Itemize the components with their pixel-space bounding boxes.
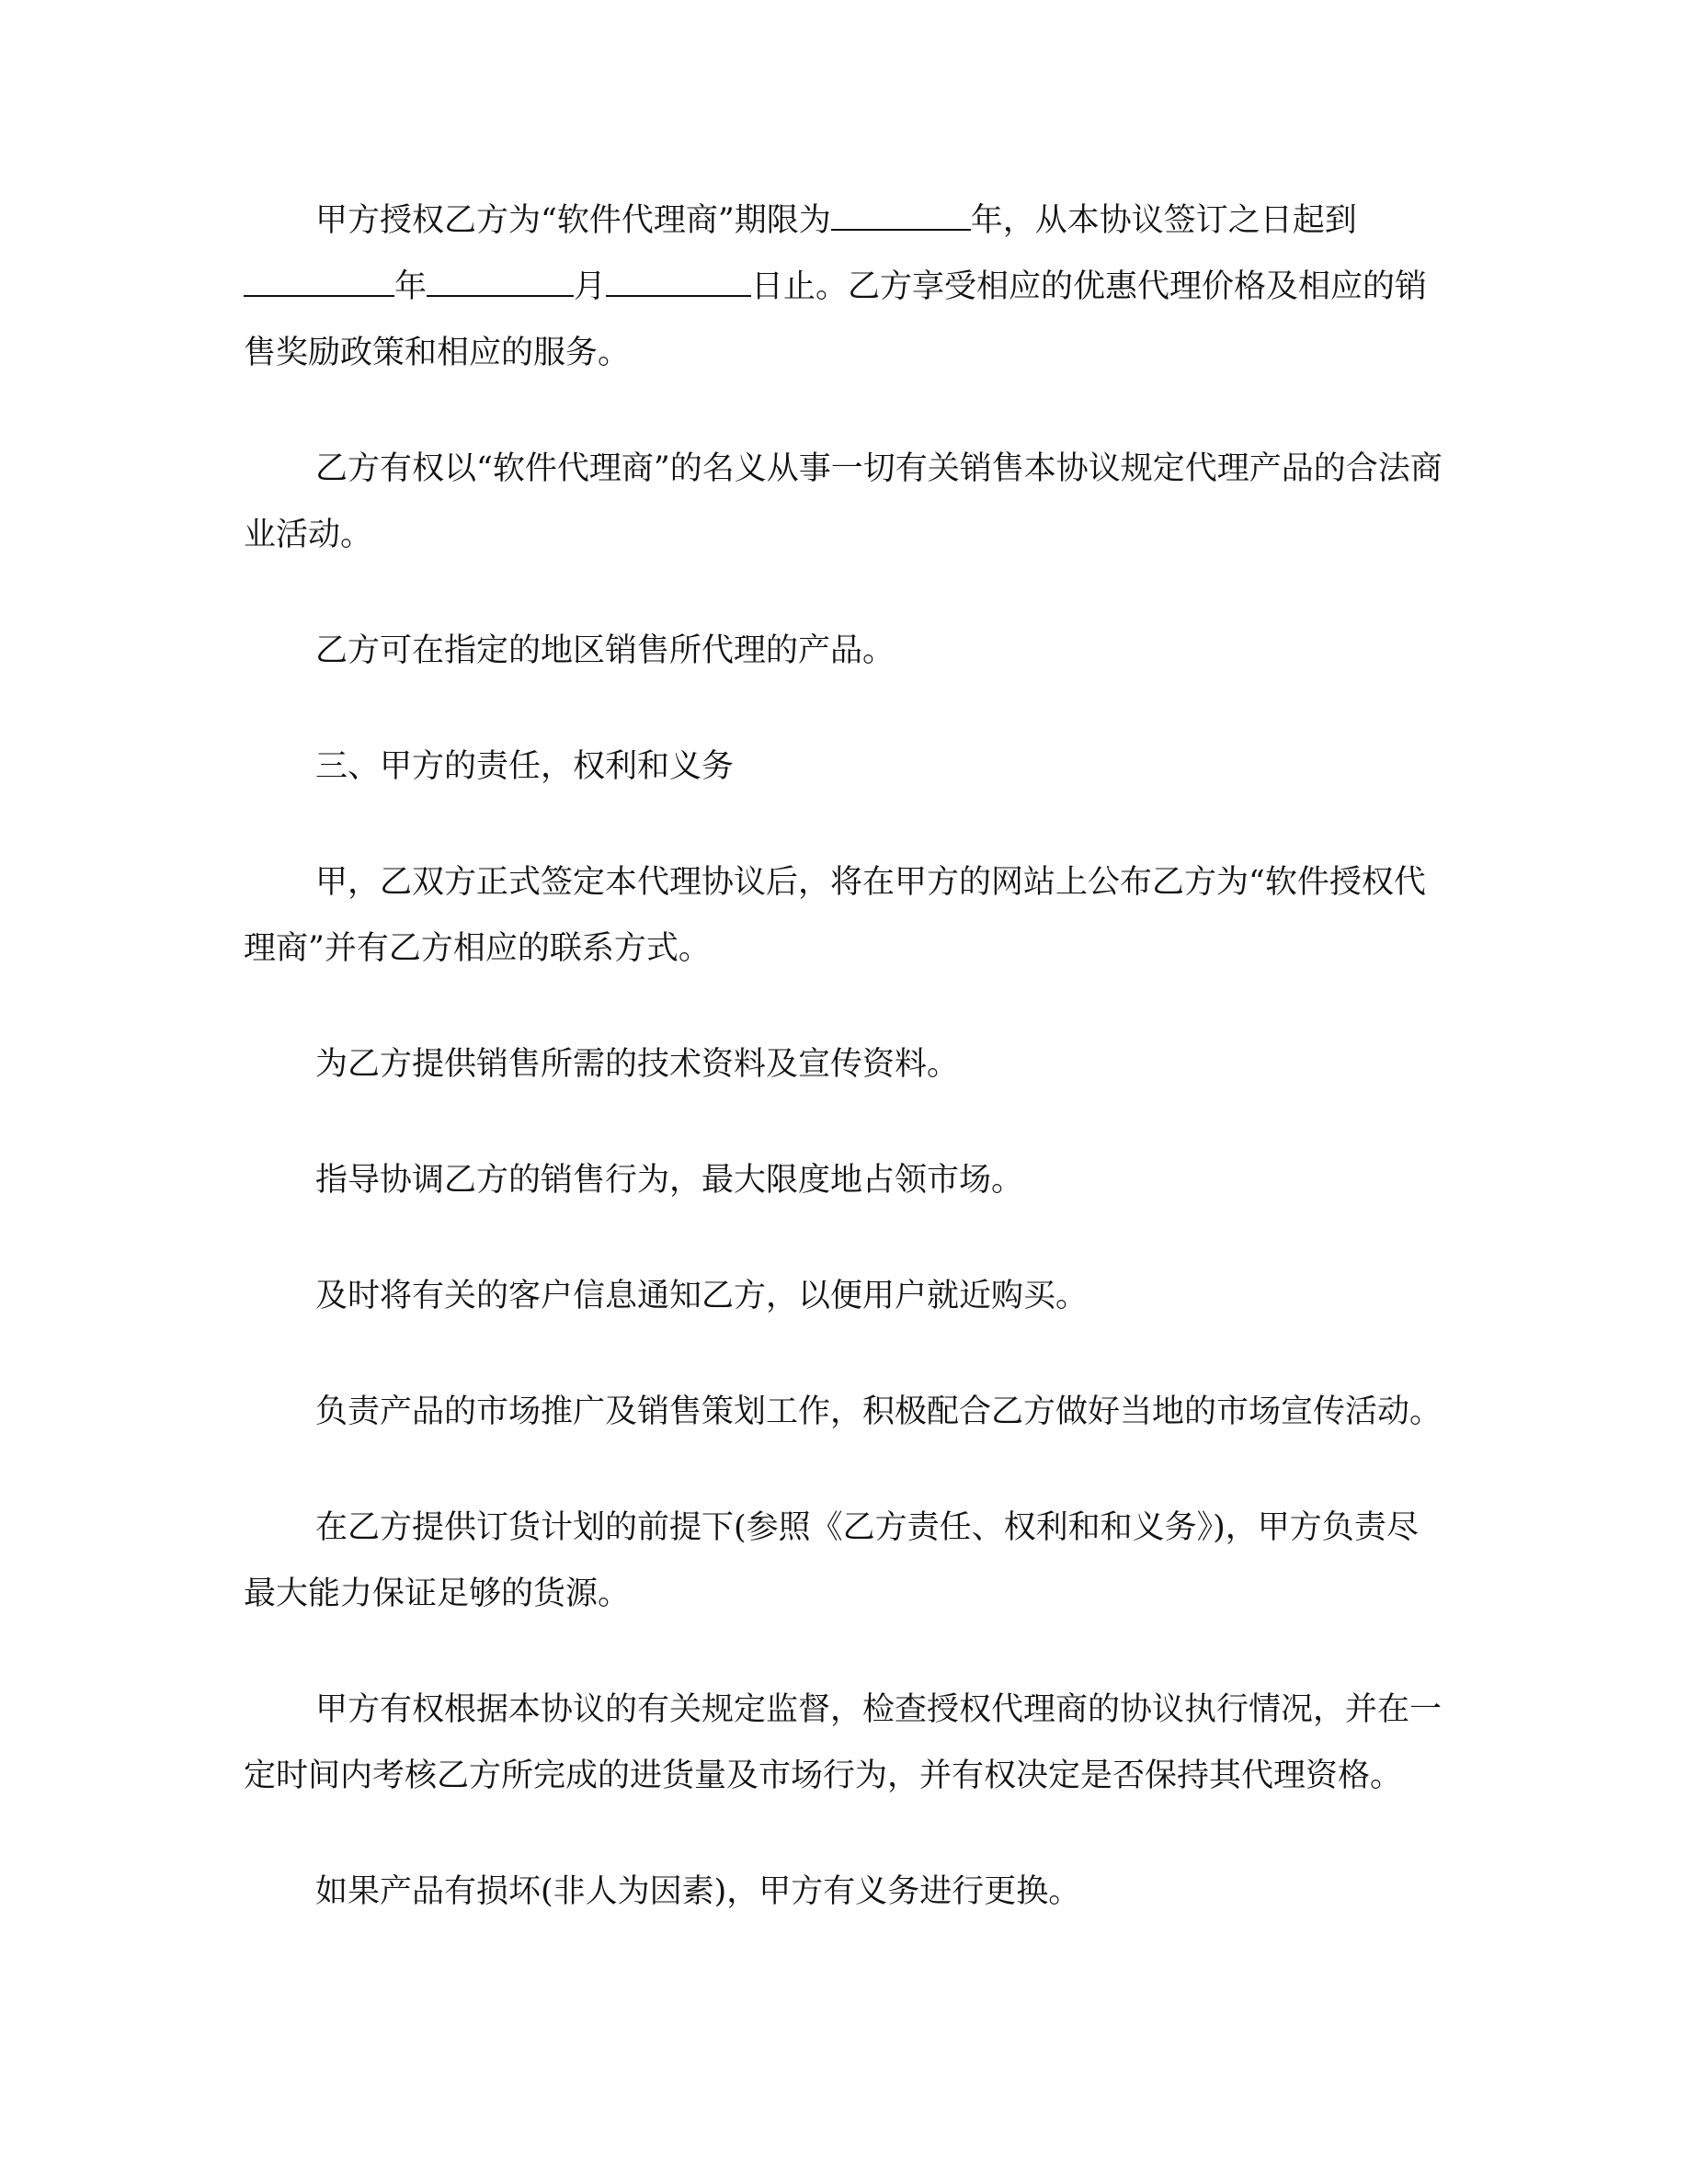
- paragraph-supervision: 甲方有权根据本协议的有关规定监督，检查授权代理商的协议执行情况，并在一定时间内考核乙方所完成的进货量及市场行为，并有权决定是否保持其代理资格。: [244, 1691, 1443, 1794]
- blank-term-years: [831, 201, 971, 231]
- section-heading-party-a-duties: 三、甲方的责任，权利和义务: [315, 748, 735, 785]
- paragraph-market-promotion: 负责产品的市场推广及销售策划工作，积极配合乙方做好当地的市场宣传活动。: [315, 1393, 1443, 1430]
- paragraph-customer-info: 及时将有关的客户信息通知乙方，以便用户就近购买。: [315, 1278, 1089, 1314]
- paragraph-product-replacement: 如果产品有损坏(非人为因素)，甲方有义务进行更换。: [315, 1873, 1081, 1910]
- paragraph-website-announcement: 甲，乙双方正式签定本代理协议后，将在甲方的网站上公布乙方为“软件授权代理商”并有乙方相应的联系方式。: [244, 864, 1426, 967]
- blank-end-year: [244, 267, 394, 297]
- term-text-a: 甲方授权乙方为“软件代理商”期限为: [315, 202, 831, 239]
- paragraph-supply-guarantee: 在乙方提供订货计划的前提下(参照《乙方责任、权利和和义务》)，甲方负责尽最大能力保证足够的货源。: [244, 1509, 1419, 1612]
- term-text-d: 月: [574, 268, 607, 305]
- term-text-b: 年，从本协议签订之日起到: [970, 202, 1357, 239]
- paragraph-sales-region: 乙方可在指定的地区销售所代理的产品。: [315, 632, 895, 669]
- blank-end-day: [606, 267, 751, 297]
- term-text-e: 日止。乙方享受相应的优惠代理价格及相应的销售奖励政策和相应的服务。: [244, 268, 1428, 371]
- term-text-c: 年: [394, 268, 428, 305]
- document-page: [244, 188, 1448, 1974]
- blank-end-month: [427, 267, 574, 297]
- paragraph-sales-guidance: 指导协调乙方的销售行为，最大限度地占领市场。: [315, 1162, 1024, 1199]
- paragraph-agency-term: [244, 188, 1448, 386]
- paragraph-technical-materials: 为乙方提供销售所需的技术资料及宣传资料。: [315, 1046, 960, 1083]
- paragraph-business-rights: 乙方有权以“软件代理商”的名义从事一切有关销售本协议规定代理产品的合法商业活动。: [244, 450, 1443, 553]
